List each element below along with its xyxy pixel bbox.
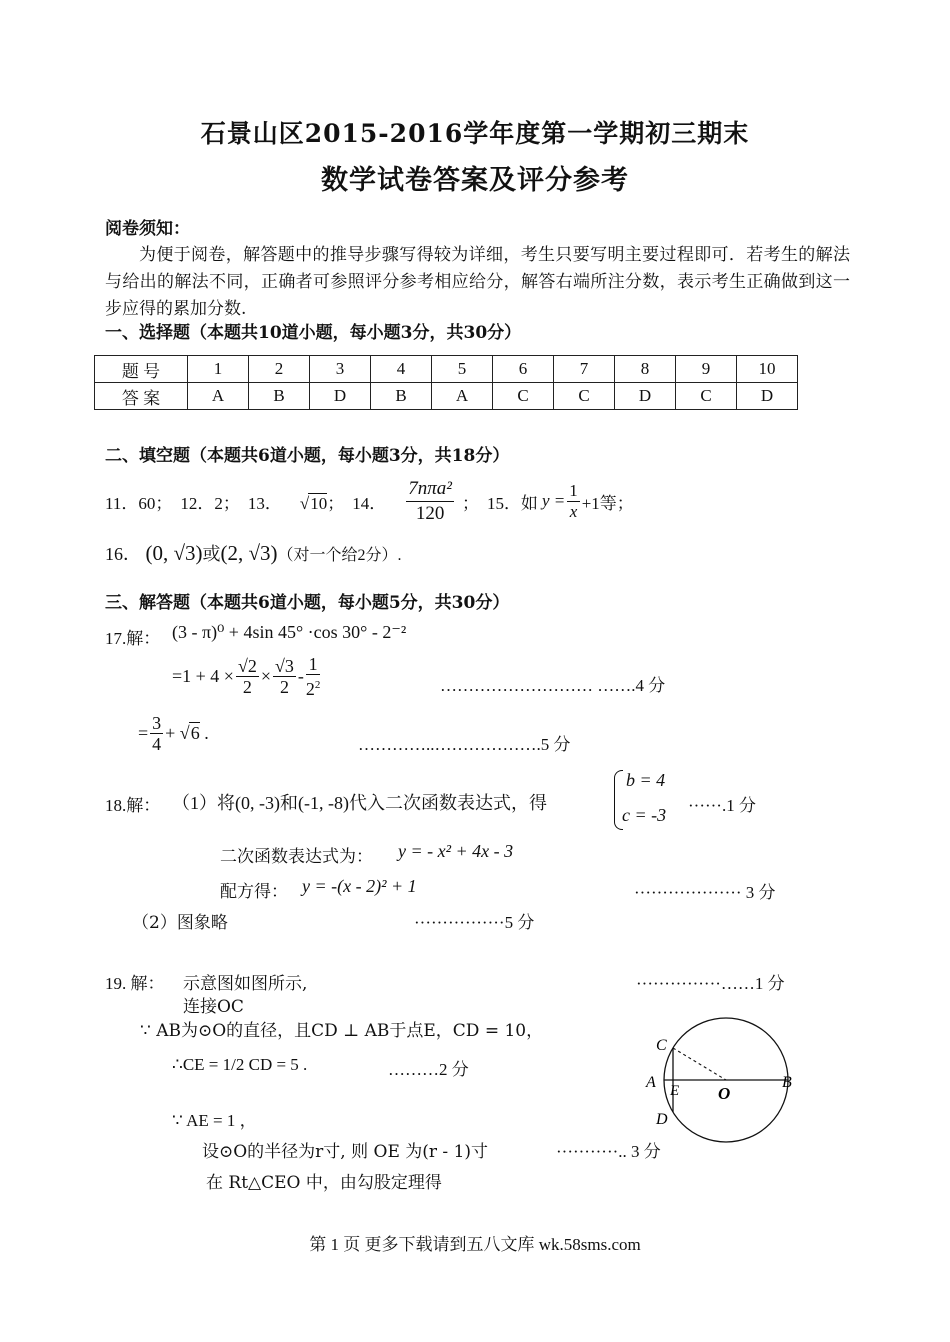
table-row [95,356,798,383]
table-cell: C [493,383,554,410]
answer-q14-label: 14． [352,493,387,513]
label-c: C [656,1037,667,1054]
q14-numerator: 7nπa² [406,477,454,502]
q18-score4: ················5 分 [414,913,535,932]
q15-denominator: x [569,501,578,521]
table-cell: D [615,383,676,410]
answer-q13: √10； [299,493,345,513]
answer-q12: 12．2； [180,493,240,513]
table-cell: 6 [493,356,554,383]
answer-q16-point1: (0, √3) [145,541,203,565]
q18-part1: （1）将(0, -3)和(-1, -8)代入二次函数表达式，得 [172,793,547,813]
fill-blank-line2 [105,540,402,566]
answer-q16-or: 或 [202,544,221,564]
q19-line1: 示意图如图所示, [183,974,308,994]
q19-line4: ∴CE = 1/2 CD = 5 . [172,1055,308,1074]
section2-heading: 二、填空题（本题共6道小题，每小题3分，共18分） [105,446,510,466]
table-cell: B [371,383,432,410]
q15-lhs: y = [541,491,566,510]
answer-q15-label: 15．如 [486,493,538,513]
label-o: O [718,1084,731,1103]
table-cell: 4 [371,356,432,383]
segment-oc [673,1048,726,1080]
table-cell: 7 [554,356,615,383]
table-cell: 8 [615,356,676,383]
q19-score2: ………2 分 [388,1060,469,1079]
section3-heading: 三、解答题（本题共6道小题，每小题5分，共30分） [105,593,510,613]
answer-q16-label: 16． [105,544,141,564]
q19-score1: ···············……1 分 [636,974,785,993]
table-cell: D [737,383,798,410]
q18-score3: ··················· 3 分 [634,883,776,902]
q17-score1: ……………………… …….4 分 [440,676,666,695]
q18-line3-expr: y = -(x - 2)² + 1 [302,876,417,896]
table-cell: A [188,383,249,410]
q18-line2-label: 二次函数表达式为： [220,847,373,867]
q19-line5: ∵ AE = 1 ， [172,1111,257,1130]
q18-score1: ······.1 分 [688,796,756,815]
table-cell: 9 [676,356,737,383]
q17-label: 17.解： [105,629,161,648]
answer-q14-fraction [406,477,454,526]
answer-q16-point2: (2, √3) [220,541,278,565]
page-title-line2: 数学试卷答案及评分参考 [321,165,629,196]
table-cell: C [554,383,615,410]
q18-label: 18.解： [105,796,161,815]
table-cell: 题 号 [95,356,188,383]
q19-score3: ···········.. 3 分 [556,1142,661,1161]
notice-heading: 阅卷须知： [105,219,190,239]
answer-table [94,355,798,410]
q13-radicand: 10 [310,493,328,513]
notice-body: 为便于阅卷，解答题中的推导步骤写得较为详细，考生只要写明主要过程即可．若考生的解法与给出的解法不同，正确者可参照评分参考相应给分，解答右端所注分数，表示考生正确做到这一步应得的累加分数. [105,245,850,319]
circle-diagram [640,1012,800,1152]
table-cell: 5 [432,356,493,383]
fill-blank-line1: 11．60； 12．2； 13． √10； 14． $\frac{\text{7nπa²}}{120}$ ； 15．如 y = $\frac{1}{x}$ +1等； [105,477,634,524]
table-cell: 10 [737,356,798,383]
q14-denominator: 120 [415,502,445,524]
table-cell: C [676,383,737,410]
q15-rest: +1等； [581,493,634,513]
table-cell: 2 [249,356,310,383]
table-cell: 1 [188,356,249,383]
q19-line6: 设⊙O的半径为r寸, 则 OE 为(r - 1)寸 [202,1142,489,1162]
answer-q16-note: （对一个给2分）. [277,547,402,564]
q17-step1: =1 + 4 × $\frac{√2}{2}$ × $\frac{√3}{2}$ - $\frac{1}{2^2}$ [172,654,321,699]
q18-system-eq2: c = -3 [622,805,667,825]
q18-part2: （2）图象略 [132,913,228,933]
answer-q13-label: 13． [247,493,282,513]
table-cell: 答 案 [95,383,188,410]
q19-line2: 连接OC [183,997,244,1017]
table-cell: A [432,383,493,410]
q17-score2: …………..……………….5 分 [358,735,571,754]
answer-q15-fraction [567,481,580,522]
table-row [95,383,798,410]
q17-step2: = $\frac{3}{4}$ + √6 . [138,713,209,754]
table-cell: D [310,383,371,410]
answer-q11: 11．60； [105,493,173,513]
q19-line7: 在 Rt△CEO 中，由勾股定理得 [206,1173,442,1193]
page-footer: 第 1 页 更多下载请到五八文库 wk.58sms.com [309,1235,641,1254]
page-title-line1: 石景山区2015-2016学年度第一学期初三期末 [200,119,750,148]
table-cell: 3 [310,356,371,383]
q17-expression: (3 - π)⁰ + 4sin 45° ·cos 30° - 2⁻² [172,622,407,642]
section1-heading: 一、选择题（本题共10道小题，每小题3分，共30分） [105,323,522,343]
label-e: E [670,1083,680,1099]
label-d: D [656,1111,668,1128]
q19-line3: ∵ AB为⊙O的直径，且CD ⊥ AB于点E，CD = 10， [140,1021,544,1041]
q19-label: 19. 解： [105,974,165,993]
table-cell: B [249,383,310,410]
q18-system-eq1: b = 4 [626,770,666,790]
q15-numerator: 1 [569,480,578,500]
q18-line2-expr: y = - x² + 4x - 3 [398,841,514,861]
q18-line3-label: 配方得： [220,882,288,902]
label-b: B [782,1074,792,1091]
label-a: A [646,1074,656,1091]
